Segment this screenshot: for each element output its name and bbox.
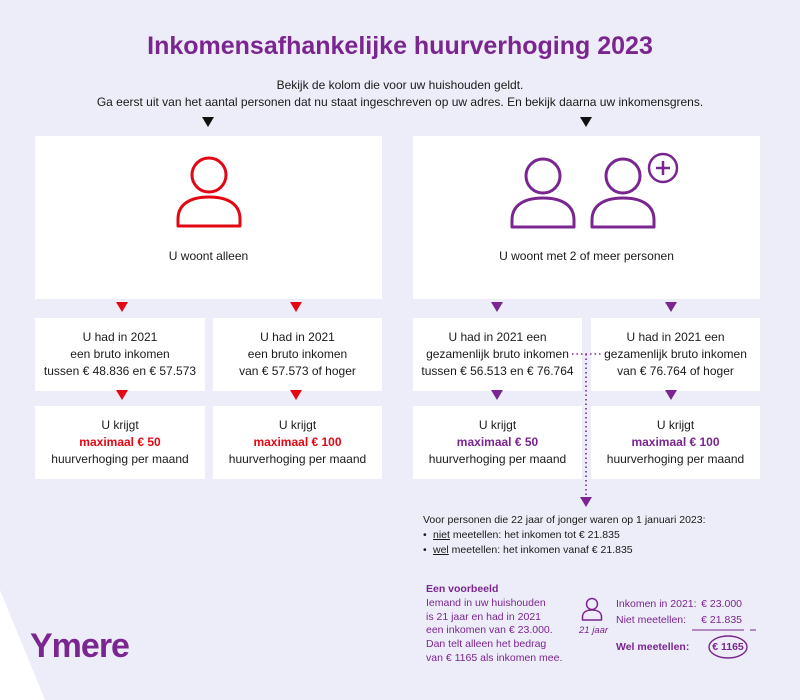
person-icon (169, 155, 249, 229)
arrow-down-icon (491, 390, 503, 400)
income-line: U had in 2021 een (448, 330, 547, 344)
person-icon (580, 597, 604, 621)
single-income-high-box (213, 318, 382, 391)
single-income-low-box (35, 318, 205, 391)
multi-household-label: U woont met 2 of meer personen (499, 249, 674, 263)
multi-household-box (413, 136, 760, 299)
dotted-connector (570, 345, 610, 515)
young-persons-note (423, 513, 706, 558)
young-list (423, 528, 706, 558)
result-line: huurverhoging per maand (428, 452, 567, 466)
result-line: U krijgt (101, 418, 139, 432)
two-persons-plus-icon (487, 148, 687, 230)
list-item (423, 543, 706, 558)
example-line: is 21 jaar en had in 2021 (426, 610, 542, 623)
result-line: U krijgt (278, 418, 317, 432)
income-range: van € 76.764 of hoger (617, 364, 734, 378)
multi-result-high-box (591, 406, 760, 479)
result-line: huurverhoging per maand (228, 452, 367, 466)
result-line: huurverhoging per maand (51, 452, 189, 466)
single-result-low-box (35, 406, 205, 479)
list-item (423, 528, 706, 543)
income-value: € 23.000 (701, 598, 742, 610)
intro-line-1: Bekijk de kolom die voor uw huishouden geldt. (276, 78, 524, 92)
single-result-high-box (213, 406, 382, 479)
list-item-text: meetellen: het inkomen vanaf € 21.835 (448, 544, 633, 556)
result-line: huurverhoging per maand (606, 452, 745, 466)
income-line: U had in 2021 (260, 330, 335, 344)
income-line: een bruto inkomen (70, 347, 170, 361)
arrow-down-icon (202, 117, 214, 127)
result-amount: maximaal € 100 (253, 435, 342, 449)
arrow-down-icon (116, 302, 128, 312)
arrow-down-icon (491, 302, 503, 312)
income-line: gezamenlijk bruto inkomen (604, 347, 747, 361)
minus-line (690, 628, 760, 632)
income-line: gezamenlijk bruto inkomen (426, 347, 569, 361)
income-label: Inkomen in 2021: (616, 598, 697, 610)
young-intro: Voor personen die 22 jaar of jonger waren op 1 januari 2023: (423, 514, 706, 526)
single-household-box (35, 136, 382, 299)
income-range: van € 57.573 of hoger (239, 364, 356, 378)
multi-income-high-box (591, 318, 760, 391)
not-count-value: € 21.835 (701, 614, 742, 626)
count-label: Wel meetellen: (616, 641, 690, 653)
example-block (426, 583, 596, 666)
single-household-label: U woont alleen (168, 249, 249, 263)
income-line: U had in 2021 (82, 330, 158, 344)
example-line: Dan telt alleen het bedrag (426, 638, 547, 651)
arrow-down-icon (665, 390, 677, 400)
count-value: € 1165 (712, 641, 744, 653)
income-line: U had in 2021 een (626, 330, 725, 344)
result-amount: maximaal € 50 (456, 435, 539, 449)
income-line: een bruto inkomen (247, 347, 348, 361)
arrow-down-icon (290, 390, 302, 400)
arrow-down-icon (290, 302, 302, 312)
ymere-logo: Ymere (30, 627, 129, 665)
multi-income-low-box (413, 318, 582, 391)
income-range: tussen € 48.836 en € 57.573 (43, 364, 197, 378)
example-line: van € 1165 als inkomen mee. (426, 651, 563, 664)
arrow-down-icon (580, 117, 592, 127)
arrow-down-icon (116, 390, 128, 400)
result-line: U krijgt (656, 418, 695, 432)
result-amount: maximaal € 100 (631, 435, 720, 449)
list-item-text: meetellen: het inkomen tot € 21.835 (449, 529, 620, 541)
not-count-label: Niet meetellen: (616, 614, 687, 626)
example-line: een inkomen van € 23.000. (426, 624, 553, 637)
age-label: 21 jaar (579, 625, 609, 636)
income-range: tussen € 56.513 en € 76.764 (421, 364, 574, 378)
intro-text (0, 77, 800, 111)
result-amount: maximaal € 50 (79, 435, 161, 449)
page-title: Inkomensafhankelijke huurverhoging 2023 (147, 32, 653, 60)
emphasis-not: niet (433, 529, 450, 541)
arrow-down-icon (665, 302, 677, 312)
intro-line-2: Ga eerst uit van het aantal personen dat nu staat ingeschreven op uw adres. En bekijk daarna uw inkomensgrens. (96, 95, 704, 109)
emphasis-yes: wel (433, 544, 449, 556)
example-line: Iemand in uw huishouden (426, 596, 546, 609)
multi-result-low-box (413, 406, 582, 479)
result-line: U krijgt (478, 418, 517, 432)
example-heading: Een voorbeeld (426, 583, 499, 595)
